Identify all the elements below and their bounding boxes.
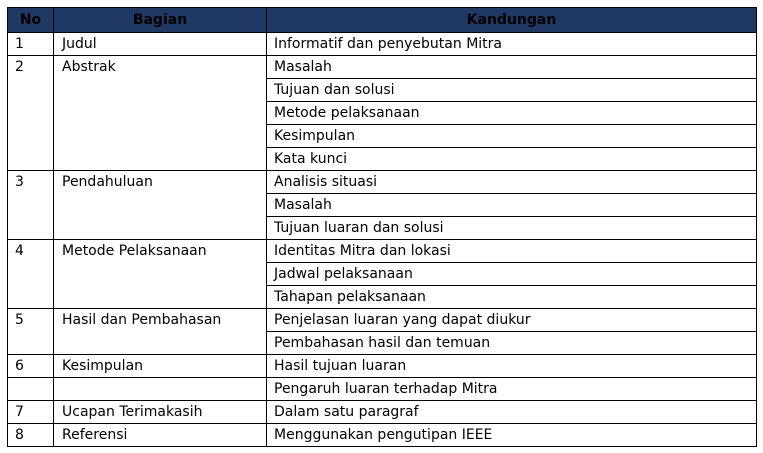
table-row: [8, 354, 756, 377]
cell-kandungan: Menggunakan pengutipan IEEE: [274, 427, 493, 443]
table-row: [8, 193, 756, 216]
cell-kandungan: Masalah: [274, 59, 332, 75]
cell-bagian: [54, 285, 267, 308]
cell-kandungan: Jadwal pelaksanaan: [267, 262, 756, 285]
table-row: [8, 216, 756, 239]
cell-no: 8: [8, 424, 54, 446]
cell-bagian: Referensi: [54, 424, 267, 446]
cell-kandungan: Kesimpulan: [267, 124, 756, 147]
cell-bagian: Kesimpulan: [54, 355, 267, 377]
cell-no: [8, 193, 54, 216]
cell-no: [8, 101, 54, 124]
table-row: [8, 170, 756, 193]
cell-bagian: [54, 262, 267, 285]
cell-no: [8, 262, 54, 285]
table-row: [8, 377, 756, 400]
cell-no: [8, 147, 54, 170]
header-no: No: [8, 8, 54, 32]
cell-no: 3: [8, 171, 54, 193]
outline-table-container: [7, 7, 757, 449]
cell-kandungan: Informatif dan penyebutan Mitra: [274, 36, 502, 52]
cell-no: 5: [8, 309, 54, 331]
cell-kandungan: Identitas Mitra dan lokasi: [274, 243, 451, 259]
cell-kandungan: Analisis situasi: [274, 174, 378, 190]
cell-kandungan: Penjelasan luaran yang dapat diukur: [274, 312, 531, 328]
cell-no: [8, 331, 54, 354]
cell-bagian: [54, 378, 267, 400]
table-row: [8, 55, 756, 78]
cell-no: 1: [8, 33, 54, 55]
cell-kandungan: Masalah: [267, 193, 756, 216]
cell-bagian: [54, 78, 267, 101]
cell-bagian: [54, 124, 267, 147]
table-row: [8, 400, 756, 423]
table-row: [8, 78, 756, 101]
table-header-row: [8, 8, 756, 32]
cell-kandungan: Pembahasan hasil dan temuan: [267, 331, 756, 354]
table-row: [8, 124, 756, 147]
table-row: [8, 423, 756, 446]
table-row: [8, 239, 756, 262]
cell-no: 2: [8, 56, 54, 78]
cell-kandungan: Tujuan luaran dan solusi: [267, 216, 756, 239]
cell-kandungan: Pengaruh luaran terhadap Mitra: [274, 381, 498, 397]
cell-kandungan: Kata kunci: [267, 147, 756, 170]
cell-bagian: Ucapan Terimakasih: [54, 401, 267, 423]
cell-no: [8, 124, 54, 147]
cell-bagian: Judul: [54, 33, 267, 55]
cell-kandungan: Hasil tujuan luaran: [274, 358, 407, 374]
cell-kandungan: Tahapan pelaksanaan: [267, 285, 756, 308]
cell-bagian: [54, 101, 267, 124]
cell-no: [8, 378, 54, 400]
cell-no: 7: [8, 401, 54, 423]
cell-kandungan: Dalam satu paragraf: [274, 404, 419, 420]
table-row: [8, 101, 756, 124]
cell-no: [8, 78, 54, 101]
header-bagian: Bagian: [54, 8, 267, 32]
cell-no: 4: [8, 240, 54, 262]
table-row: [8, 147, 756, 170]
table-row: [8, 308, 756, 331]
cell-bagian: Metode Pelaksanaan: [54, 240, 267, 262]
cell-bagian: [54, 216, 267, 239]
cell-bagian: Pendahuluan: [54, 171, 267, 193]
cell-bagian: [54, 147, 267, 170]
cell-kandungan: Tujuan dan solusi: [267, 78, 756, 101]
cell-no: [8, 285, 54, 308]
table-row: [8, 285, 756, 308]
table-row: [8, 32, 756, 55]
outline-table: [7, 7, 757, 447]
cell-bagian: Abstrak: [54, 56, 267, 78]
cell-no: 6: [8, 355, 54, 377]
cell-kandungan: Metode pelaksanaan: [267, 101, 756, 124]
cell-bagian: Hasil dan Pembahasan: [54, 309, 267, 331]
header-kandungan: Kandungan: [466, 12, 557, 28]
cell-bagian: [54, 331, 267, 354]
table-row: [8, 331, 756, 354]
cell-no: [8, 216, 54, 239]
table-row: [8, 262, 756, 285]
cell-bagian: [54, 193, 267, 216]
